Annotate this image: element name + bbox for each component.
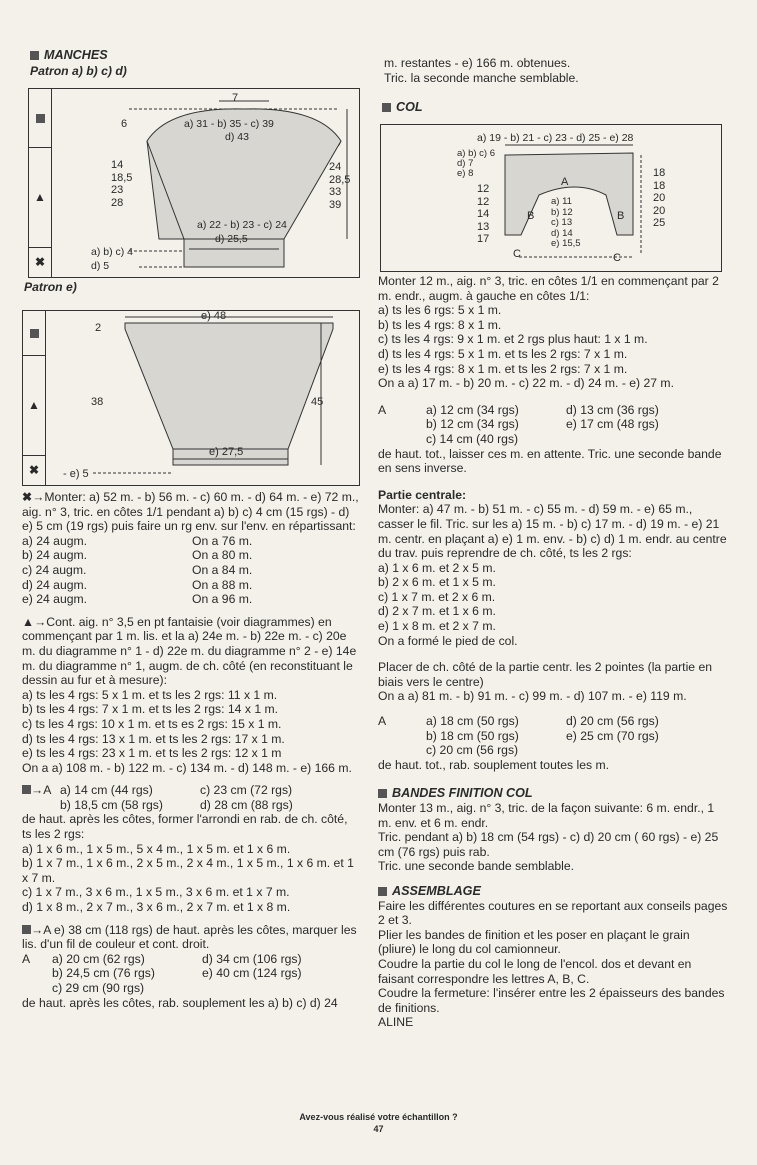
- assemblage-list: Faire les différentes coutures en se reportant aux conseils pages 2 et 3. Plier les bandes de finition et les poser en plaçant le grain (pliure) le long du col camionneur. Coudre la partie du col le long de l'encol. dos et devant en faisant correspondre les lettres A, B, C. Coudre la fermeture: l'insérer entre les 2 épaisseurs des bandes de finitions. ALINE: [378, 898, 728, 1030]
- dim-label: 45: [311, 396, 324, 408]
- section-col: [382, 100, 423, 115]
- square-bullet-icon: [378, 789, 387, 798]
- bandes-paragraph: Monter 13 m., aig. n° 3, tric. de la façon suivante: 6 m. endr., 1 m. env. et 6 m. endr.: [378, 801, 715, 830]
- col-paragraph: Monter 12 m., aig. n° 3, tric. en côtes 1/1 en commençant par 2 m. endr., augm. à gauche en côtes 1/1:: [378, 274, 719, 303]
- letter-A: A: [561, 176, 569, 188]
- right-dims: 18 18 20 20 25: [653, 167, 666, 229]
- partie-centrale-title: Partie centrale:: [378, 487, 467, 502]
- dim-label: e) 27,5: [209, 446, 244, 458]
- square-bullet-icon: [382, 103, 391, 112]
- dim-label: 2: [95, 322, 102, 334]
- augm-table: a) 24 augm. On a 76 m. b) 24 augm. On a 80 m. c) 24 augm. On a 84 m. d) 24 augm. On a 88 m. e) 24 augm. On a 96 m.: [22, 533, 253, 607]
- pc-heights: A a) 18 cm (50 rgs) d) 20 cm (56 rgs) b) 18 cm (50 rgs) e) 25 cm (70 rgs) c) 20 cm (56 rgs): [378, 714, 659, 758]
- manches-text: [22, 490, 360, 1010]
- left-dims: 14 18,5 23 28: [111, 159, 133, 209]
- cross-symbol-icon: ✖: [29, 247, 52, 277]
- sleeve-continued: m. restantes - e) 166 m. obtenues. Tric. la seconde manche semblable.: [384, 56, 579, 85]
- placer-paragraph: Placer de ch. côté de la partie centr. les 2 pointes (la partie en biais vers le centre): [378, 660, 712, 689]
- cont-paragraph: ▲→Cont. aig. n° 3,5 en pt fantaisie (voir diagrammes) en commençant par 1 m. lis. et la a) 24e m. - b) 22e m. - c) 20e m. du diagramme n° 1 - d) 22e m. du diagramme n° 2 - e) 14e m. du diagramme n° 1, augm. de ch. côté (en reconstituant le dessin au fur et à mesure):: [22, 614, 357, 688]
- letter-B: B: [617, 210, 625, 222]
- section-title: MANCHES: [44, 48, 108, 62]
- sleeve-shape-2: [23, 311, 359, 485]
- section-title: BANDES FINITION COL: [392, 786, 533, 801]
- col-heights: A a) 12 cm (34 rgs) d) 13 cm (36 rgs) b) 12 cm (34 rgs) e) 17 cm (48 rgs) c) 14 cm (40 rgs): [378, 402, 659, 446]
- increase-list: a) ts les 4 rgs: 5 x 1 m. et ts les 2 rgs: 11 x 1 m. b) ts les 4 rgs: 7 x 1 m. et ts les 2 rgs: 14 x 1 m. c) ts les 4 rgs: 10 x 1 m. et ts es 2 rgs: 15 x 1 m. d) ts les 4 rgs: 13 x 1 m. et ts les 2 rgs: 17 x 1 m. e) ts les 4 rgs: 23 x 1 m. et ts les 2 rgs: 12 x 1 m: [22, 687, 285, 761]
- dim-label: a) 31 - b) 35 - c) 39: [184, 118, 274, 130]
- col-list: a) ts les 6 rgs: 5 x 1 m. b) ts les 4 rgs: 8 x 1 m. c) ts les 4 rgs: 9 x 1 m. et 2 rgs plus haut: 1 x 1 m. d) ts les 4 rgs: 5 x 1 m. et ts les 2 rgs: 7 x 1 m. e) ts les 4 rgs: 8 x 1 m. et ts les 2 rgs: 7 x 1 m. On a a) 17 m. - b) 20 m. - c) 22 m. - d) 24 m. - e) 27 m.: [378, 303, 674, 391]
- total-stitches: On a a) 108 m. - b) 122 m. - c) 134 m. - d) 148 m. - e) 166 m.: [22, 760, 352, 775]
- dim-label: - e) 5: [63, 468, 89, 480]
- section-manches: [30, 48, 108, 63]
- decrease-list: a) 1 x 6 m., 1 x 5 m., 5 x 4 m., 1 x 5 m. et 1 x 6 m. b) 1 x 7 m., 1 x 6 m., 2 x 5 m., 2 x 4 m., 1 x 5 m., 1 x 6 m. et 1 x 7 m. c) 1 x 7 m., 3 x 6 m., 1 x 5 m., 3 x 6 m. et 1 x 7 m. d) 1 x 8 m., 2 x 7 m., 3 x 6 m., 2 x 7 m. et 1 x 8 m.: [22, 841, 354, 915]
- dim-label: 6: [121, 118, 128, 130]
- right-dims: 24 28,5 33 39: [329, 161, 351, 211]
- cross-symbol-icon: ✖: [23, 455, 46, 485]
- triangle-symbol-icon: ▲: [23, 355, 46, 456]
- pc-end: de haut. tot., rab. souplement toutes les m.: [378, 757, 610, 772]
- letter-C: C: [613, 252, 621, 264]
- dim-label: 7: [232, 92, 239, 104]
- col-text: [378, 274, 728, 1030]
- end-paragraph: de haut. après les côtes, rab. souplement les a) b) c) d) 24: [22, 995, 338, 1010]
- patron-abcd-label: Patron a) b) c) d): [30, 64, 127, 78]
- pc-paragraph: Monter: a) 47 m. - b) 51 m. - c) 55 m. - d) 59 m. - e) 65 m., casser le fil. Tric. sur les a) 15 m. - b) c) 17 m. - d) 19 m. - e) 21 m. centr. en plaçant a) e) 1 m. env. - b) c) d) 1 m. endr. au centre du trav. puis reprendre de ch. côté, ts les 2 rgs:: [378, 502, 727, 561]
- section-title: ASSEMBLAGE: [392, 883, 481, 898]
- heights-table-1: →A a) 14 cm (44 rgs) c) 23 cm (72 rgs) b) 18,5 cm (58 rgs) d) 28 cm (88 rgs): [22, 783, 360, 812]
- letter-B: B: [527, 210, 535, 222]
- dim-label: 38: [91, 396, 104, 408]
- sleeve-diagram-2: [22, 310, 360, 486]
- dim-label: a) b) c) 4: [91, 246, 134, 258]
- placer-total: On a a) 81 m. - b) 91 m. - c) 99 m. - d) 107 m. - e) 119 m.: [378, 689, 687, 704]
- left-dims: 12 12 14 13 17: [477, 183, 490, 245]
- dim-label: d) 25,5: [215, 233, 248, 245]
- dim-label: d) 43: [225, 131, 249, 143]
- dim-label: e) 48: [201, 310, 227, 322]
- arrondi-paragraph: de haut. après les côtes, former l'arrondi en rab. de ch. côté, ts les 2 rgs:: [22, 812, 348, 842]
- patron-e-label: Patron e): [24, 280, 77, 294]
- sleeve-diagram-1: [28, 88, 360, 278]
- dim-label: d) 5: [91, 260, 110, 272]
- section-assemblage: [378, 884, 728, 899]
- dim-label: a) 22 - b) 23 - c) 24: [197, 219, 287, 231]
- col-paragraph-2: de haut. tot., laisser ces m. en attente. Tric. une seconde bande en sens inverse.: [378, 446, 722, 476]
- e38-paragraph: →A e) 38 cm (118 rgs) de haut. après les côtes, marquer les lis. d'un fil de couleur et cont. droit.: [22, 922, 357, 952]
- center-dims: a) 11 b) 12 c) 13 d) 14 e) 15,5: [551, 196, 581, 249]
- top-left-dims: a) b) c) 6 d) 7 e) 8: [457, 148, 496, 179]
- monter-paragraph: ✖→Monter: a) 52 m. - b) 56 m. - c) 60 m. - d) 64 m. - e) 72 m., aig. n° 3, tric. en côtes 1/1 pendant a) b) c) 4 cm (15 rgs) - d) e) 5 cm (19 rgs) puis faire un rg env. sur l'env. en répartissant:: [22, 490, 359, 534]
- page-number: 47: [373, 1124, 384, 1134]
- heights-table-2: A a) 20 cm (62 rgs) d) 34 cm (106 rgs) b) 24,5 cm (76 rgs) e) 40 cm (124 rgs) c) 29 cm (90 rgs): [22, 951, 302, 995]
- square-bullet-icon: [378, 887, 387, 896]
- pc-list: a) 1 x 6 m. et 2 x 5 m. b) 2 x 6 m. et 1 x 5 m. c) 1 x 7 m. et 2 x 6 m. d) 2 x 7 m. et 1 x 6 m. e) 1 x 8 m. et 2 x 7 m. On a formé le pied de col.: [378, 560, 518, 648]
- letter-C: C: [513, 248, 521, 260]
- section-bandes: [378, 786, 728, 801]
- bandes-paragraph-2: Tric. pendant a) b) 18 cm (54 rgs) - c) d) 20 cm ( 60 rgs) - e) 25 cm (76 rgs) puis rab.: [378, 830, 719, 859]
- bandes-paragraph-3: Tric. une seconde bande semblable.: [378, 859, 575, 874]
- dim-label: a) 19 - b) 21 - c) 23 - d) 25 - e) 28: [477, 132, 634, 144]
- section-title: COL: [396, 100, 423, 114]
- square-bullet-icon: [30, 51, 39, 60]
- footer-question: Avez-vous réalisé votre échantillon ?: [299, 1112, 458, 1122]
- collar-diagram: [380, 124, 722, 272]
- triangle-symbol-icon: ▲: [29, 147, 52, 248]
